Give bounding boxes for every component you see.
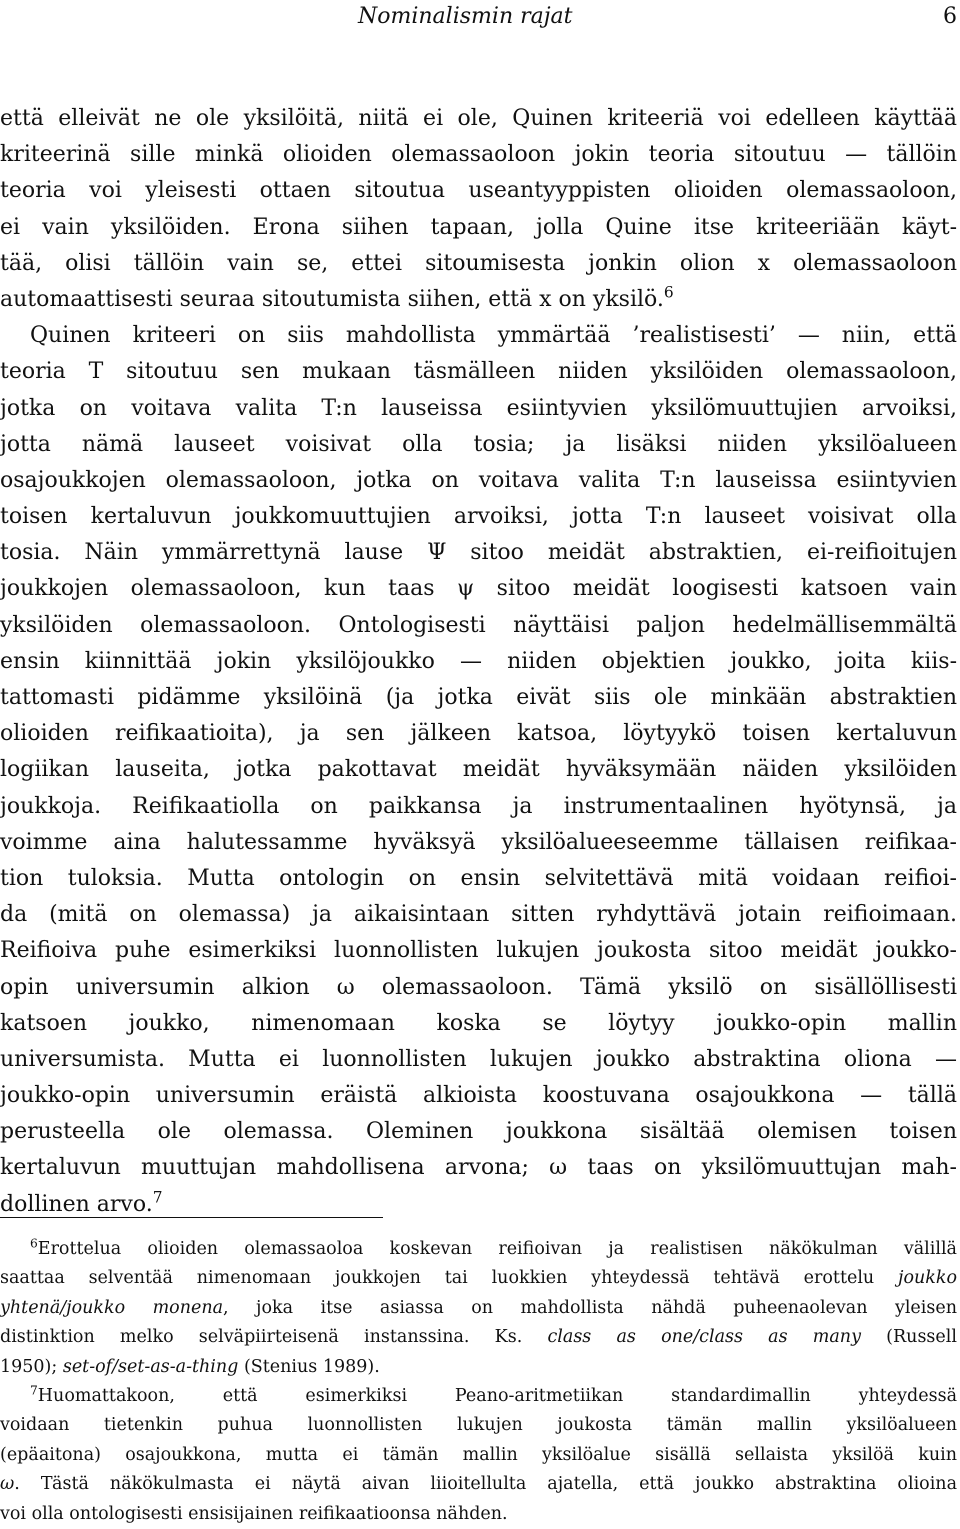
text-line-content: dollinen arvo. — [0, 1191, 153, 1217]
text-line: tattomasti pidämme yksilöinä (ja jotka eivät siis ole minkään abstraktien — [0, 685, 957, 710]
footnote-6-line — [0, 1235, 957, 1264]
page-number: 6 — [943, 4, 957, 29]
footnote-mark-7[interactable]: 7 — [152, 1188, 163, 1207]
text-line: opin universumin alkion ω olemassaoloon. Tämä yksilö on sisällöllisesti — [0, 974, 957, 1000]
footnote-6-italic: joukko — [898, 1268, 957, 1289]
footnote-7-line: voi olla ontologisesti ensisijainen reifikaatioonsa nähden. — [0, 1503, 508, 1524]
text-line: ensin kiinnittää jokin yksilöjoukko — niiden objektien joukko, joita kiis- — [0, 648, 957, 674]
text-line: tion tuloksia. Mutta ontologin on ensin selvitettävä mitä voidaan reifioi- — [0, 865, 957, 891]
text-line: olioiden reifikaatioita), ja sen jälkeen katsoa, löytyykö toisen kertaluvun — [0, 721, 957, 747]
footnote-mark-6[interactable]: 6 — [663, 283, 674, 302]
text-line: osajoukkojen olemassaoloon, jotka on voitava valita T:n lauseissa esiintyvien — [0, 467, 957, 493]
text-line: Reifioiva puhe esimerkiksi luonnollisten lukujen joukosta sitoo meidät joukko- — [0, 938, 957, 964]
footnote-6-line — [0, 1353, 957, 1382]
text-line: Quinen kriteeri on siis mahdollista ymmärtää ’realistisesti’ — niin, että — [30, 323, 957, 349]
running-title: Nominalismin rajat — [358, 4, 573, 29]
text-line: voimme aina halutessamme hyväksyä yksilöalueeseemme tällaisen reifikaa- — [0, 829, 957, 855]
text-line: kriteerinä sille minkä olioiden olemassaoloon jokin teoria sitoutuu — tällöin — [0, 142, 957, 168]
footnote-6-text: Erottelua olioiden olemassaoloa koskevan reifioivan ja realistisen näkökulman välillä — [37, 1239, 957, 1259]
footnote-6-line — [0, 1264, 957, 1293]
footnote-6-italic: set-of/set-as-a-thing — [62, 1356, 239, 1377]
footnote-6-line — [0, 1294, 957, 1323]
footnote-7-line — [0, 1470, 957, 1499]
footnote-divider — [0, 1217, 383, 1218]
footnote-7-text: . Tästä näkökulmasta ei näytä aivan liioitellulta ajatella, että joukko abstraktina olioina — [14, 1474, 957, 1495]
text-line — [0, 282, 957, 318]
running-header — [0, 2, 957, 32]
footnote-6-italic: yhtenä/joukko monena — [0, 1297, 224, 1318]
text-line: da (mitä on olemassa) ja aikaisintaan sitten ryhdyttävä jotain reifioimaan. — [0, 902, 957, 928]
text-line: logiikan lauseita, jotka pakottavat meidät hyväksymään näiden yksilöiden — [0, 757, 957, 783]
text-line: ei vain yksilöiden. Erona siihen tapaan, jolla Quine itse kriteeriään käyt- — [0, 214, 957, 240]
footnote-6-italic: class as one/class as many — [547, 1327, 861, 1348]
footnote-7-line: (epäaitona) osajoukkona, mutta ei tämän mallin yksilöalue sisällä sellaista yksilöä kuin — [0, 1444, 957, 1465]
text-line: universumista. Mutta ei luonnollisten lukujen joukko abstraktina oliona — — [0, 1046, 957, 1072]
footnote-7-italic: ω — [0, 1474, 15, 1495]
footnote-6-text: , joka itse asiassa on mahdollista nähdä puheenaolevan yleisen — [223, 1297, 957, 1318]
text-line: joukkojen olemassaoloon, kun taas ψ sitoo meidät loogisesti katsoen vain — [0, 576, 957, 602]
text-line: perusteella ole olemassa. Oleminen joukkona sisältää olemisen toisen — [0, 1119, 957, 1145]
footnote-6-line — [0, 1323, 957, 1352]
footnote-6-text: distinktion melko selväpiirteisenä instanssina. Ks. — [0, 1327, 523, 1348]
footnote-6-mark: 6 — [30, 1236, 38, 1251]
text-line: katsoen joukko, nimenomaan koska se löytyy joukko-opin mallin — [0, 1010, 957, 1036]
text-line-content: automaattisesti seuraa sitoutumista siihen, että x on yksilö. — [0, 286, 664, 312]
text-line: joukkoja. Reifikaatiolla on paikkansa ja instrumentaalinen hyötynsä, ja — [0, 793, 957, 819]
text-line: yksilöiden olemassaoloon. Ontologisesti näyttäisi paljon hedelmällisemmältä — [0, 612, 957, 638]
text-line: jotka on voitava valita T:n lauseissa esiintyvien yksilömuuttujien arvoiksi, — [0, 395, 957, 421]
footnote-6-text: (Stenius 1989). — [243, 1356, 380, 1377]
text-line: tosia. Näin ymmärrettynä lause Ψ sitoo meidät abstraktien, ei-reifioitujen — [0, 540, 957, 566]
footnote-6-text: (Russell — [886, 1327, 957, 1348]
text-line: teoria T sitoutuu sen mukaan täsmälleen niiden yksilöiden olemassaoloon, — [0, 359, 957, 385]
text-line: että elleivät ne ole yksilöitä, niitä ei ole, Quinen kriteeriä voi edelleen käyttää — [0, 106, 957, 131]
text-line: toisen kertaluvun joukkomuuttujien arvoiksi, jotta T:n lauseet voisivat olla — [0, 504, 957, 530]
text-line: teoria voi yleisesti ottaen sitoutua useantyyppisten olioiden olemassaoloon, — [0, 178, 957, 204]
text-line: joukko-opin universumin eräistä alkioista koostuvana osajoukkona — tällä — [0, 1083, 957, 1109]
footnote-7-line: voidaan tietenkin puhua luonnollisten lukujen joukosta tämän mallin yksilöalueen — [0, 1415, 957, 1436]
footnote-6-text: saattaa selventää nimenomaan joukkojen tai luokkien yhteydessä tehtävä erottelu — [0, 1268, 875, 1289]
footnote-6-text: 1950); — [0, 1356, 58, 1377]
text-line: jotta nämä lauseet voisivat olla tosia; ja lisäksi niiden yksilöalueen — [0, 431, 957, 457]
footnote-7-text: Huomattakoon, että esimerkiksi Peano-aritmetiikan standardimallin yhteydessä — [37, 1385, 957, 1406]
footnote-7-line — [0, 1382, 957, 1411]
text-line: kertaluvun muuttujan mahdollisena arvona; ω taas on yksilömuuttujan mah- — [0, 1155, 957, 1181]
footnotes — [0, 1235, 957, 1529]
text-line: tää, olisi tällöin vain se, ettei sitoumisesta jonkin olion x olemassaoloon — [0, 250, 957, 276]
main-paragraph — [0, 101, 957, 1223]
footnote-7-mark: 7 — [30, 1383, 38, 1398]
